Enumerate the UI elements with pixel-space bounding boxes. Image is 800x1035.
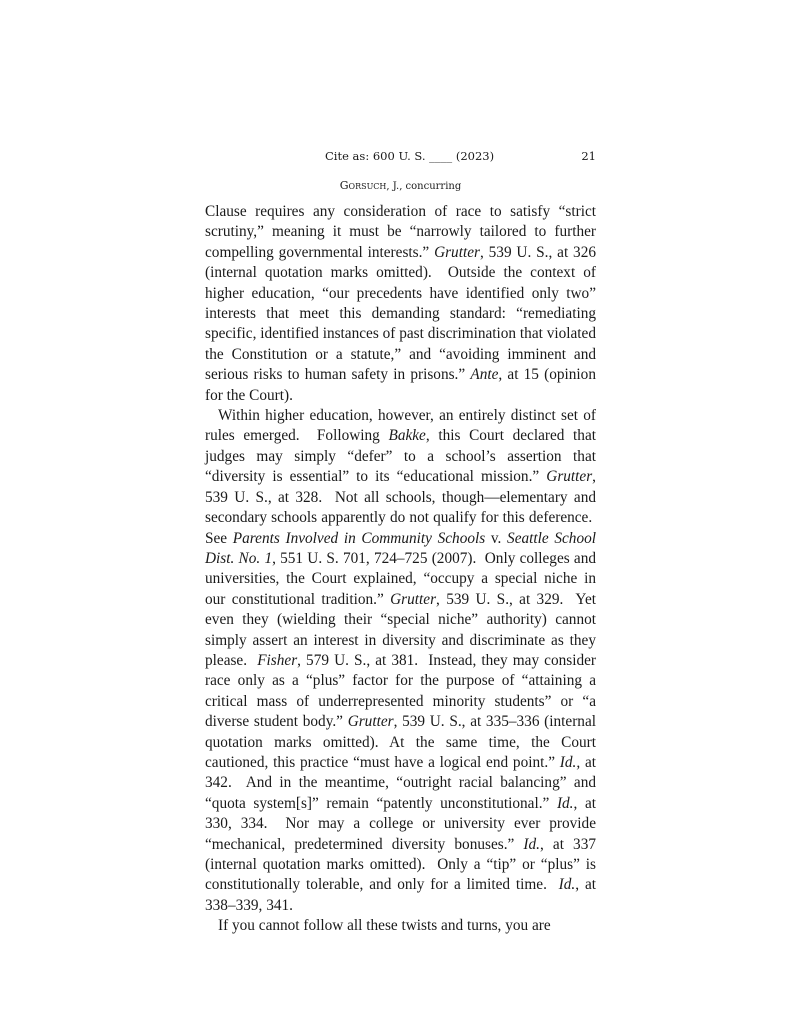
opinion-type: , J., concurring (386, 181, 462, 192)
running-head (205, 180, 596, 193)
opinion-body (205, 202, 596, 937)
author-name: Gorsuch (339, 179, 387, 192)
paragraph-1: Clause requires any consideration of race to satisfy “strict scrutiny,” meaning it must be “narrowly tailored to further compelling governmental interests.” Grutter, 539 U. S., at 326 (internal quotation marks omitted). Outside the context of higher education, “our precedents have identified only two” interests that meet this demanding standard: “remediating specific, identified instances of past discrimination that violated the Constitution or a statute,” and “avoiding imminent and serious risks to human safety in prisons.” Ante, at 15 (opinion for the Court). (205, 203, 596, 404)
paragraph-2: Within higher education, however, an entirely distinct set of rules emerged. Following Bakke, this Court declared that judges may simply “defer” to a school’s assertion that “diversity is essential” to its “educational mission.” Grutter, 539 U. S., at 328. Not all schools, though—elementary and secondary schools apparently do not qualify for this deference. See Parents Involved in Community Schools v. Seattle School Dist. No. 1, 551 U. S. 701, 724–725 (2007). Only colleges and universities, the Court explained, “occupy a special niche in our constitutional tradition.” Grutter, 539 U. S., at 329. Yet even they (wielding their “special niche” authority) cannot simply assert an interest in diversity and discriminate as they please. Fisher, 579 U. S., at 381. Instead, they may consider race only as a “plus” factor for the purpose of “attaining a critical mass of underrepresented minority students” or “a diverse student body.” Grutter, 539 U. S., at 335–336 (internal quotation marks omitted). At the same time, the Court cautioned, this practice “must have a logical end point.” Id., at 342. And in the meantime, “outright racial balancing” and “quota system[s]” remain “patently unconstitutional.” Id., at 330, 334. Nor may a college or university ever provide “mechanical, predetermined diversity bonuses.” Id., at 337 (internal quotation marks omitted). Only a “tip” or “plus” is constitutionally tolerable, and only for a limited time. Id., at 338–339, 341. (205, 407, 596, 914)
page-number: 21 (581, 149, 596, 163)
citation-line: Cite as: 600 U. S. ____ (2023) (325, 149, 495, 163)
paragraph-3: If you cannot follow all these twists and turns, you are (218, 917, 551, 935)
